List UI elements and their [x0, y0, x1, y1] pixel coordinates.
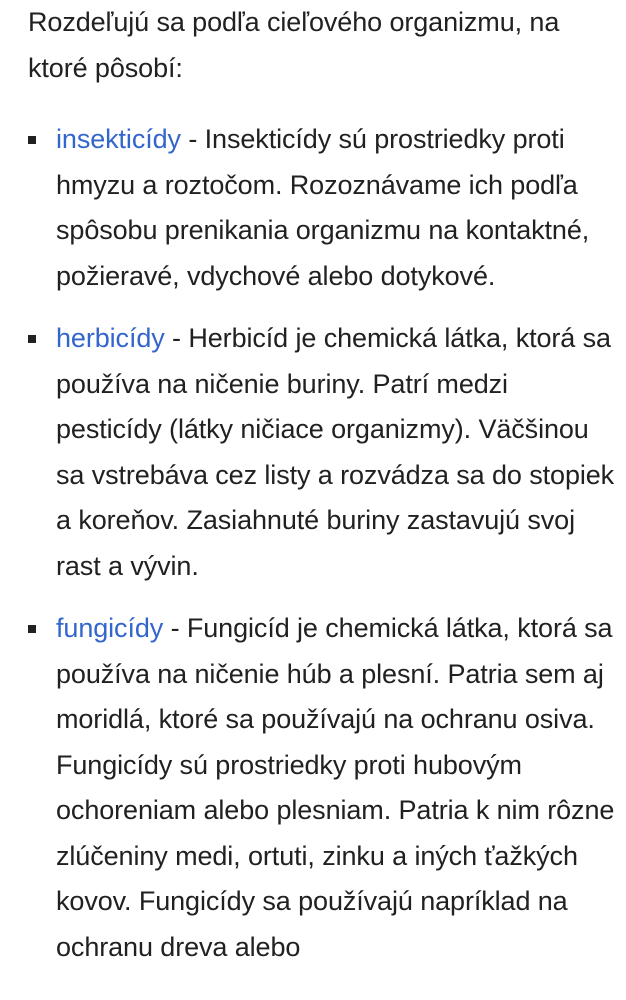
- item-description: Fungicíd je chemická látka, ktorá sa používa na ničenie húb a plesní. Patria sem aj moridlá, ktoré sa používajú na ochranu osiva. Fungicídy sú prostriedky proti hubovým ochoreniam alebo plesniam. Patria k nim rôzne zlúčeniny medi, ortuti, zinku a iných ťažkých kovov. Fungicídy sa používajú napríklad na ochranu dreva alebo: [56, 613, 615, 962]
- article-content: [28, 0, 618, 970]
- list-item-fungicidy: [28, 606, 618, 970]
- item-description: Herbicíd je chemická látka, ktorá sa používa na ničenie buriny. Patrí medzi pesticídy (látky ničiace organizmy). Väčšinou sa vstrebáva cez listy a rozvádza sa do stopiek a koreňov. Zasiahnuté buriny zastavujú svoj rast a vývin.: [56, 323, 615, 581]
- bullet-icon: [28, 136, 36, 144]
- pesticide-types-list: [28, 117, 618, 970]
- list-item-insekticidy: [28, 117, 618, 299]
- intro-paragraph: Rozdeľujú sa podľa cieľového organizmu, na ktoré pôsobí:: [28, 7, 560, 83]
- link-fungicidy[interactable]: fungicídy: [56, 613, 164, 643]
- item-description: Insekticídy sú prostriedky proti hmyzu a roztočom. Rozoznávame ich podľa spôsobu prenikania organizmu na kontaktné, požieravé, vdychové alebo dotykové.: [56, 124, 590, 291]
- separator: -: [163, 613, 187, 643]
- link-herbicidy[interactable]: herbicídy: [56, 323, 165, 353]
- separator: -: [180, 124, 205, 154]
- bullet-icon: [28, 335, 36, 343]
- list-item-herbicidy: [28, 316, 618, 589]
- separator: -: [164, 323, 189, 353]
- link-insekticidy[interactable]: insekticídy: [56, 124, 181, 154]
- bullet-icon: [28, 625, 36, 633]
